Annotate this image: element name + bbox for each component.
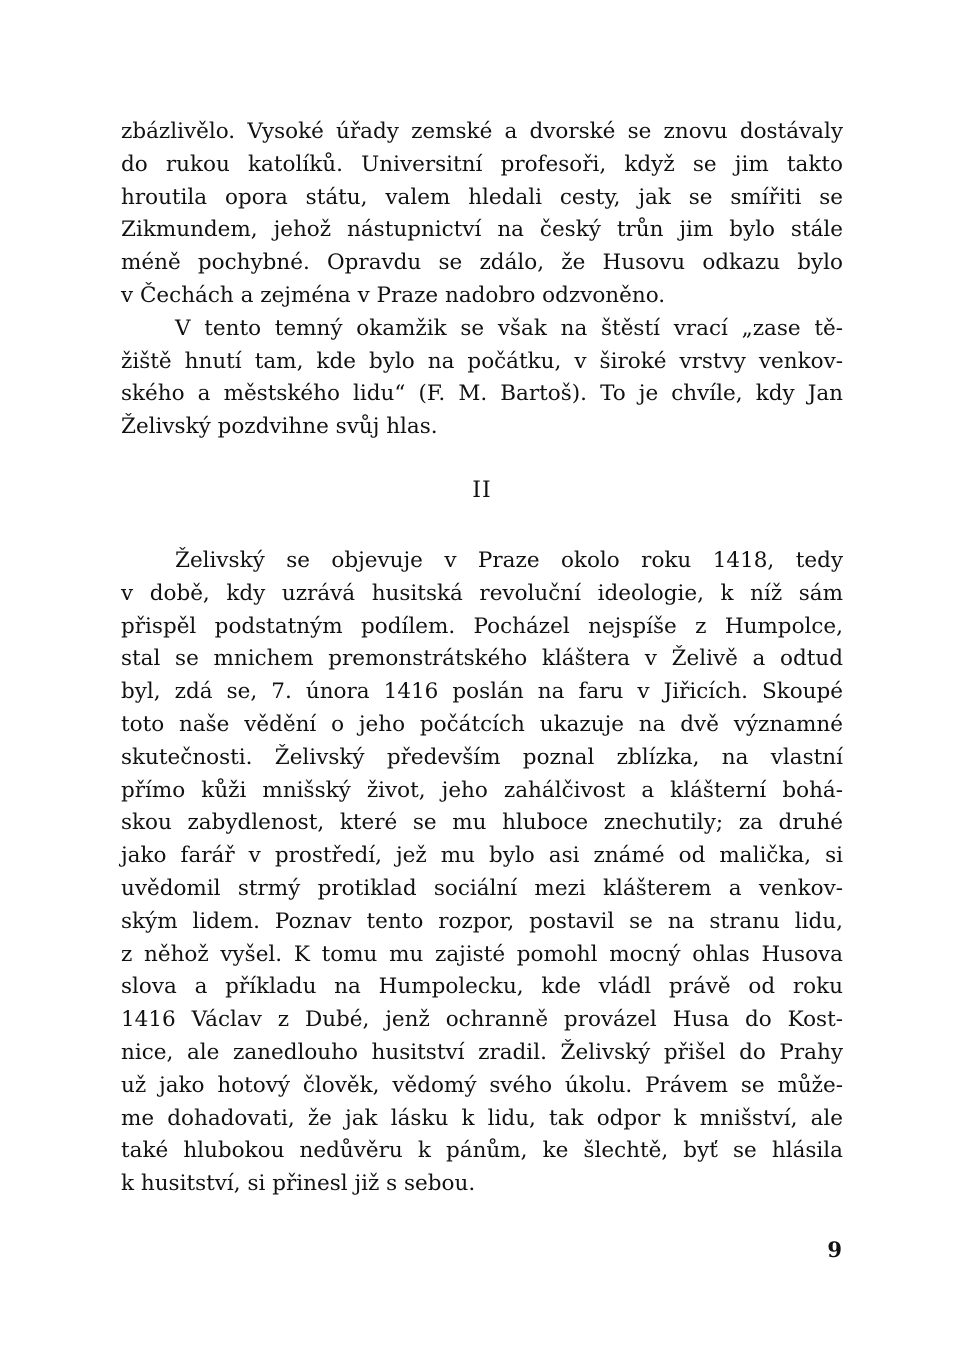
text-line: 1416 Václav z Dubé, jenž ochranně provázel Husa do Kost- (121, 1007, 843, 1033)
text-line: do rukou katolíků. Universitní profesoři, když se jim takto (121, 151, 843, 177)
text-line: Želivský pozdvihne svůj hlas. (121, 414, 438, 440)
text-line: me dohadovati, že jak lásku k lidu, tak odpor k mnišství, ale (121, 1105, 843, 1131)
text-line: ského a městského lidu“ (F. M. Bartoš). To je chvíle, kdy Jan (121, 381, 843, 407)
text-line: slova a příkladu na Humpolecku, kde vládl právě od roku (121, 974, 843, 1000)
text-line: uvědomil strmý protiklad sociální mezi klášterem a venkov- (121, 875, 843, 901)
chapter-heading: II (472, 478, 492, 503)
section-two-text (121, 545, 843, 1201)
text-line: stal se mnichem premonstrátského kláštera v Želivě a odtud (121, 646, 843, 672)
paragraph-3 (121, 545, 843, 1201)
text-line: skutečnosti. Želivský především poznal zblízka, na vlastní (121, 744, 843, 770)
text-line: zbázlivělo. Vysoké úřady zemské a dvorské se znovu dostávaly (121, 119, 843, 144)
text-line: z něhož vyšel. K tomu mu zajisté pomohl mocný ohlas Husova (121, 941, 843, 967)
text-line: přímo kůži mnišský život, jeho zahálčivost a klášterní bohá- (121, 777, 843, 803)
text-line: jako farář v prostředí, jež mu bylo asi známé od malička, si (121, 843, 843, 869)
text-line: skou zabydlenost, které se mu hluboce znechutily; za druhé (121, 810, 843, 836)
text-line: k husitství, si přinesl již s sebou. (121, 1171, 476, 1197)
paragraph-1 (121, 116, 843, 313)
text-line: ským lidem. Poznav tento rozpor, postavil se na stranu lidu, (121, 908, 843, 934)
text-line: Zikmundem, jehož nástupnictví na český trůn jim bylo stále (121, 217, 843, 243)
text-line: žiště hnutí tam, kde bylo na počátku, v široké vrstvy venkov- (121, 348, 843, 374)
text-line: nice, ale zanedlouho husitství zradil. Želivský přišel do Prahy (121, 1039, 843, 1065)
text-line: Želivský se objevuje v Praze okolo roku 1418, tedy (175, 548, 843, 573)
text-line: méně pochybné. Opravdu se zdálo, že Husovu odkazu bylo (121, 250, 843, 276)
text-line: v době, kdy uzrává husitská revoluční ideologie, k níž sám (121, 580, 843, 606)
text-line: také hlubokou nedůvěru k pánům, ke šlechtě, byť se hlásila (121, 1138, 843, 1164)
text-line: v Čechách a zejména v Praze nadobro odzvoněno. (121, 282, 666, 308)
text-line: toto naše vědění o jeho počátcích ukazuje na dvě významné (121, 711, 843, 737)
text-line: byl, zdá se, 7. února 1416 poslán na faru v Jiřicích. Skoupé (121, 679, 843, 705)
page-number: 9 (827, 1237, 842, 1262)
text-line: V tento temný okamžik se však na štěstí vrací „zase tě- (175, 315, 843, 341)
text-line: hroutila opora státu, valem hledali cesty, jak se smířiti se (121, 184, 843, 210)
text-line: přispěl podstatným podílem. Pocházel nejspíše z Humpolce, (121, 613, 843, 639)
section-one-text (121, 116, 843, 444)
paragraph-2 (121, 313, 843, 444)
text-line: už jako hotový člověk, vědomý svého úkolu. Právem se může- (121, 1072, 843, 1098)
